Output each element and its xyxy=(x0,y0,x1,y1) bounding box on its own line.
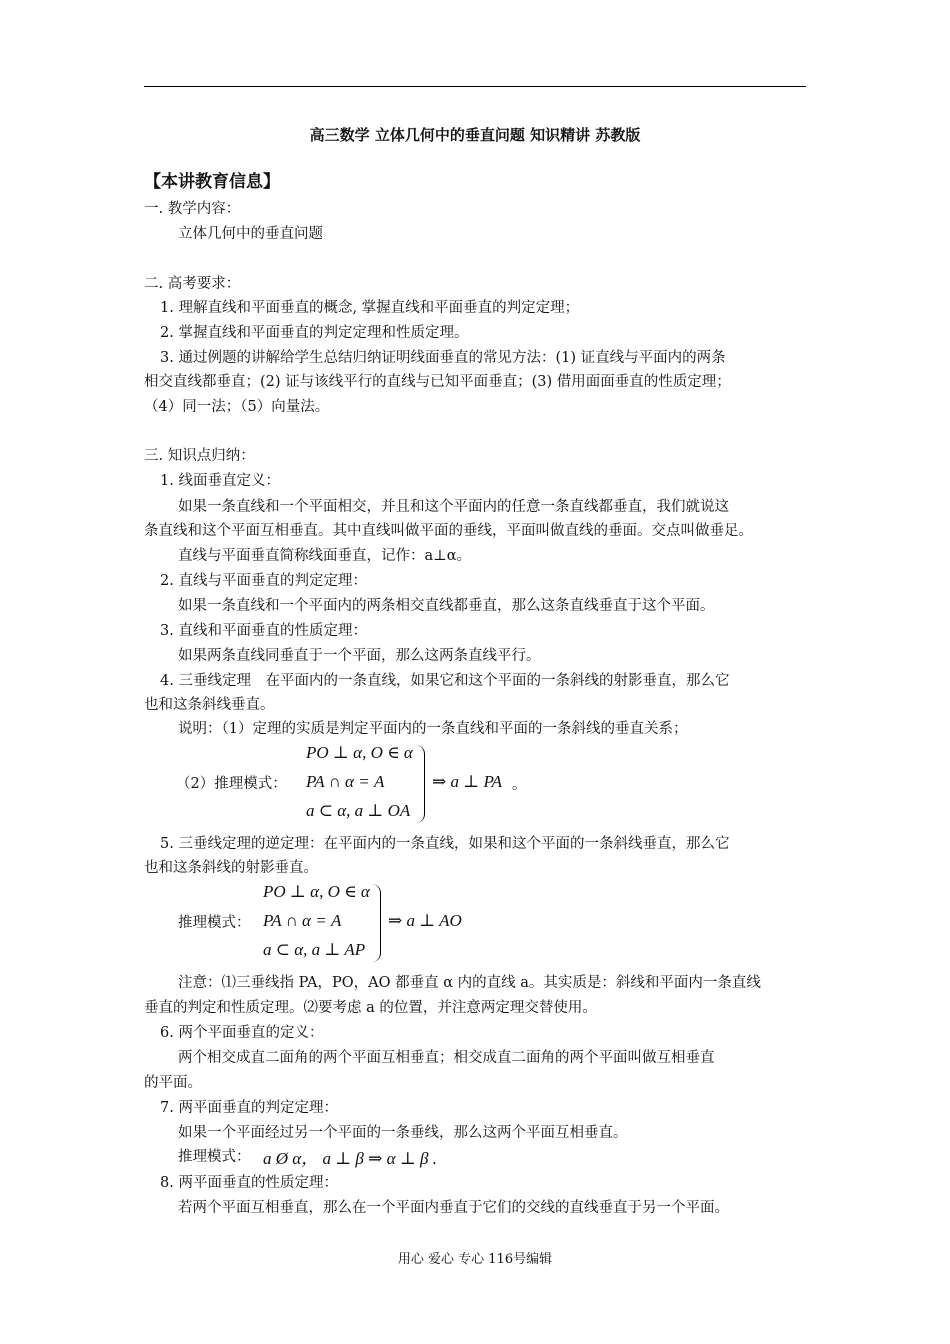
s2-item-3-cont: 相交直线都垂直；(2) 证与该线平行的直线与已知平面垂直；(3) 借用面面垂直的性质定理； xyxy=(144,374,731,390)
p4-premise-2: PA ∩ α = A xyxy=(306,772,385,791)
p5-mode-label: 推理模式： xyxy=(178,915,251,931)
p1-line-2: 条直线和这个平面互相垂直。其中直线叫做平面的垂线，平面叫做直线的垂面。交点叫做垂足。 xyxy=(144,523,753,539)
s2-item-1: 1. 理解直线和平面垂直的概念, 掌握直线和平面垂直的判定定理； xyxy=(160,300,580,316)
s1-content: 立体几何中的垂直问题 xyxy=(178,226,323,242)
p4-premise-1: PO ⊥ α, O ∈ α xyxy=(306,743,413,762)
p6-title: 6. 两个平面垂直的定义： xyxy=(160,1025,324,1041)
p2-title: 2. 直线与平面垂直的判定定理： xyxy=(160,573,367,589)
p2-line-1: 如果一条直线和一个平面内的两条相交直线都垂直，那么这条直线垂直于这个平面。 xyxy=(178,598,715,614)
document-title: 高三数学 立体几何中的垂直问题 知识精讲 苏教版 xyxy=(309,126,641,144)
s2-item-3-cont2: （4）同一法；（5）向量法。 xyxy=(144,399,330,415)
header-rule xyxy=(144,86,806,87)
p7-math: a Ø α， a ⊥ β ⇒ α ⊥ β . xyxy=(263,1149,438,1168)
p5-premise-3: a ⊂ α, a ⊥ AP xyxy=(263,940,366,959)
p1-line-1: 如果一条直线和一个平面相交，并且和这个平面内的任意一条直线都垂直，我们就说这 xyxy=(178,499,729,515)
p3-line-1: 如果两条直线同垂直于一个平面，那么这两条直线平行。 xyxy=(178,648,541,664)
p6-line-1: 两个相交成直二面角的两个平面互相垂直；相交成直二面角的两个平面叫做互相垂直 xyxy=(178,1050,715,1066)
p8-line-1: 若两个平面互相垂直，那么在一个平面内垂直于它们的交线的直线垂直于另一个平面。 xyxy=(178,1200,729,1216)
p8-title: 8. 两平面垂直的性质定理： xyxy=(160,1175,338,1191)
p5-note-2: 垂直的判定和性质定理。⑵要考虑 a 的位置，并注意两定理交替使用。 xyxy=(144,1000,597,1016)
s1-heading: 一. 教学内容： xyxy=(144,201,241,217)
p6-line-2: 的平面。 xyxy=(144,1075,202,1091)
p4-premise-3: a ⊂ α, a ⊥ OA xyxy=(306,801,411,820)
p5-line-2: 也和这条斜线的射影垂直。 xyxy=(144,860,318,876)
s2-item-2: 2. 掌握直线和平面垂直的判定定理和性质定理。 xyxy=(160,325,469,341)
s2-item-3: 3. 通过例题的讲解给学生总结归纳证明线面垂直的常见方法：(1) 证直线与平面内的两条 xyxy=(160,350,726,366)
p7-line-1: 如果一个平面经过另一个平面的一条垂线，那么这两个平面互相垂直。 xyxy=(178,1125,628,1141)
p4-end: 。 xyxy=(512,777,527,793)
s3-heading: 三. 知识点归纳： xyxy=(144,448,255,464)
p7-title: 7. 两平面垂直的判定定理： xyxy=(160,1100,338,1116)
p5-premise-1: PO ⊥ α, O ∈ α xyxy=(263,882,370,901)
page-footer: 用心 爱心 专心 116号编辑 xyxy=(397,1252,553,1267)
p4-conclusion: ⇒ a ⊥ PA xyxy=(432,772,503,791)
s2-heading: 二. 高考要求： xyxy=(144,276,241,292)
p4-note: 说明：（1）定理的实质是判定平面内的一条直线和平面的一条斜线的垂直关系； xyxy=(178,721,688,737)
p4-line-2: 也和这条斜线垂直。 xyxy=(144,697,275,713)
p4-line-1: 4. 三垂线定理 在平面内的一条直线，如果它和这个平面的一条斜线的射影垂直，那么它 xyxy=(160,673,730,689)
p7-mode-label: 推理模式： xyxy=(178,1149,251,1165)
p5-premise-2: PA ∩ α = A xyxy=(263,911,342,930)
p1-title: 1. 线面垂直定义： xyxy=(160,473,280,489)
p5-note-1: 注意：⑴三垂线指 PA，PO，AO 都垂直 α 内的直线 a。其实质是：斜线和平面内一条直线 xyxy=(178,975,761,991)
p4-mode-label: （2）推理模式： xyxy=(176,776,287,792)
p5-brace xyxy=(372,884,381,962)
section-header: 【本讲教育信息】 xyxy=(144,172,280,192)
p4-brace xyxy=(416,745,425,823)
p5-conclusion: ⇒ a ⊥ AO xyxy=(388,911,462,930)
p1-line-3: 直线与平面垂直简称线面垂直，记作：a⊥α。 xyxy=(178,548,472,564)
p3-title: 3. 直线和平面垂直的性质定理： xyxy=(160,623,367,639)
p5-line-1: 5. 三垂线定理的逆定理：在平面内的一条直线，如果和这个平面的一条斜线垂直，那么它 xyxy=(160,836,730,852)
